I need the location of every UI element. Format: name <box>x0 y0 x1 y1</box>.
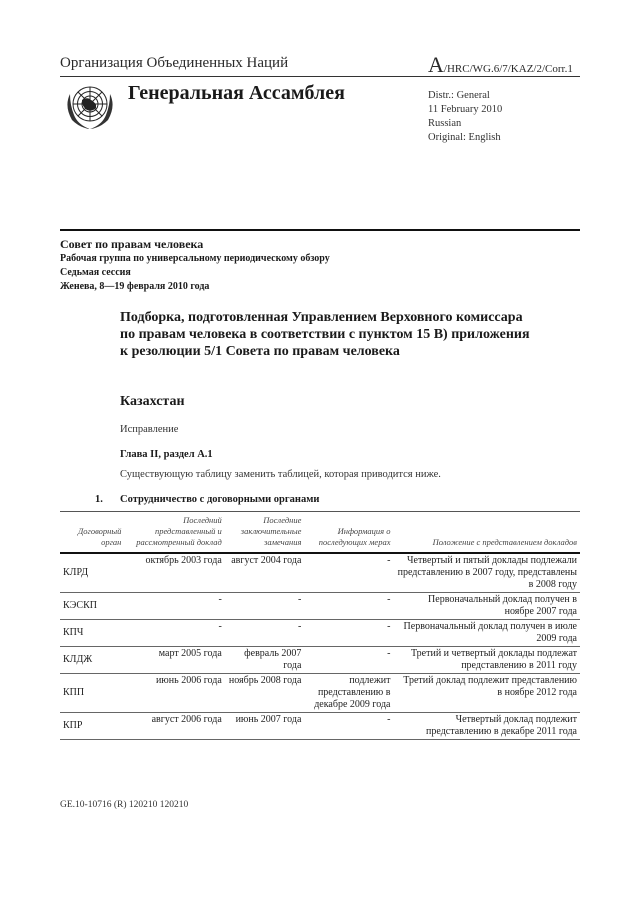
cell-follow-up: - <box>387 648 391 659</box>
document-title: Подборка, подготовленная Управлением Верховного комиссара по правам человека в соответствии с пунктом 15 В) приложения к резолюции 5/1 Совета по правам человека <box>120 310 530 359</box>
document-symbol <box>428 52 573 78</box>
table-header-row <box>60 512 580 554</box>
cell-last-report: - <box>218 621 222 632</box>
body-name: Генеральная Ассамблея <box>128 82 345 104</box>
cell-body: КЛРД <box>63 567 89 578</box>
table-row <box>60 593 580 620</box>
column-header: Положение с представлением докладов <box>432 537 577 547</box>
cell-body: КПР <box>63 720 83 731</box>
cell-observations: февраль 2007 года <box>244 648 302 671</box>
session: Седьмая сессия <box>60 267 131 278</box>
symbol-rest: /HRC/WG.6/7/KAZ/2/Corr.1 <box>443 63 573 75</box>
working-group: Рабочая группа по универсальному периодическому обзору <box>60 253 330 264</box>
cell-status: Третий и четвертый доклады подлежат представлению в 2011 году <box>410 648 577 671</box>
column-header: Последний представленный и рассмотренный доклад <box>136 515 222 547</box>
cell-status: Четвертый доклад подлежит представлению в декабре 2011 года <box>426 714 577 737</box>
cell-body: КЭСКП <box>63 600 97 611</box>
corrigendum-label: Исправление <box>120 424 179 435</box>
symbol-prefix: A <box>428 52 444 77</box>
cell-status: Первоначальный доклад получен в июле 2009 года <box>403 621 577 644</box>
council-block <box>60 237 330 294</box>
cell-follow-up: - <box>387 594 391 605</box>
distribution: Distr.: General <box>428 90 490 101</box>
cell-observations: август 2004 года <box>231 555 302 566</box>
chapter-reference: Глава II, раздел А.1 <box>120 449 213 460</box>
cell-follow-up: - <box>387 714 391 725</box>
cell-status: Третий доклад подлежит представлению в ноябре 2012 года <box>403 675 577 698</box>
document-metadata <box>428 89 502 145</box>
table-row <box>60 620 580 647</box>
table-row <box>60 713 580 740</box>
instruction-text: Существующую таблицу заменить таблицей, которая приводится ниже. <box>120 469 441 480</box>
cell-observations: - <box>298 621 302 632</box>
table-row <box>60 553 580 593</box>
section-title: Сотрудничество с договорными органами <box>120 494 320 505</box>
cell-observations: июнь 2007 года <box>235 714 302 725</box>
table-row <box>60 647 580 674</box>
country-heading: Казахстан <box>120 394 185 409</box>
header-rule <box>60 76 580 77</box>
cell-last-report: июнь 2006 года <box>155 675 222 686</box>
cell-last-report: март 2005 года <box>158 648 222 659</box>
cell-status: Четвертый и пятый доклады подлежали представлению в 2007 году, представлены в 2008 году <box>397 555 577 590</box>
column-header: Договорный орган <box>77 526 122 547</box>
job-number: GE.10-10716 (R) 120210 120210 <box>60 800 189 810</box>
organization-name: Организация Объединенных Наций <box>60 55 289 71</box>
table-row <box>60 674 580 713</box>
cell-body: КПЧ <box>63 627 84 638</box>
issue-date: 11 February 2010 <box>428 104 503 115</box>
cell-observations: - <box>298 594 302 605</box>
treaty-bodies-table <box>60 511 580 740</box>
cell-follow-up: подлежит представлению в декабре 2009 года <box>314 675 391 710</box>
column-header: Информация о последующих мерах <box>318 526 391 547</box>
cell-follow-up: - <box>387 621 391 632</box>
venue-dates: Женева, 8—19 февраля 2010 года <box>60 281 210 292</box>
council-name: Совет по правам человека <box>60 237 204 251</box>
cell-last-report: - <box>218 594 222 605</box>
section-rule <box>60 229 580 231</box>
column-header: Последние заключительные замечания <box>240 515 302 547</box>
cell-body: КПП <box>63 687 85 698</box>
original-language: Original: English <box>428 132 501 143</box>
cell-last-report: август 2006 года <box>151 714 222 725</box>
un-emblem-icon <box>60 80 120 132</box>
cell-status: Первоначальный доклад получен в ноябре 2007 года <box>428 594 577 617</box>
cell-last-report: октябрь 2003 года <box>145 555 222 566</box>
language: Russian <box>428 118 462 129</box>
cell-observations: ноябрь 2008 года <box>228 675 302 686</box>
section-number: 1. <box>95 494 103 505</box>
cell-body: КЛДЖ <box>63 654 93 665</box>
cell-follow-up: - <box>387 555 391 566</box>
